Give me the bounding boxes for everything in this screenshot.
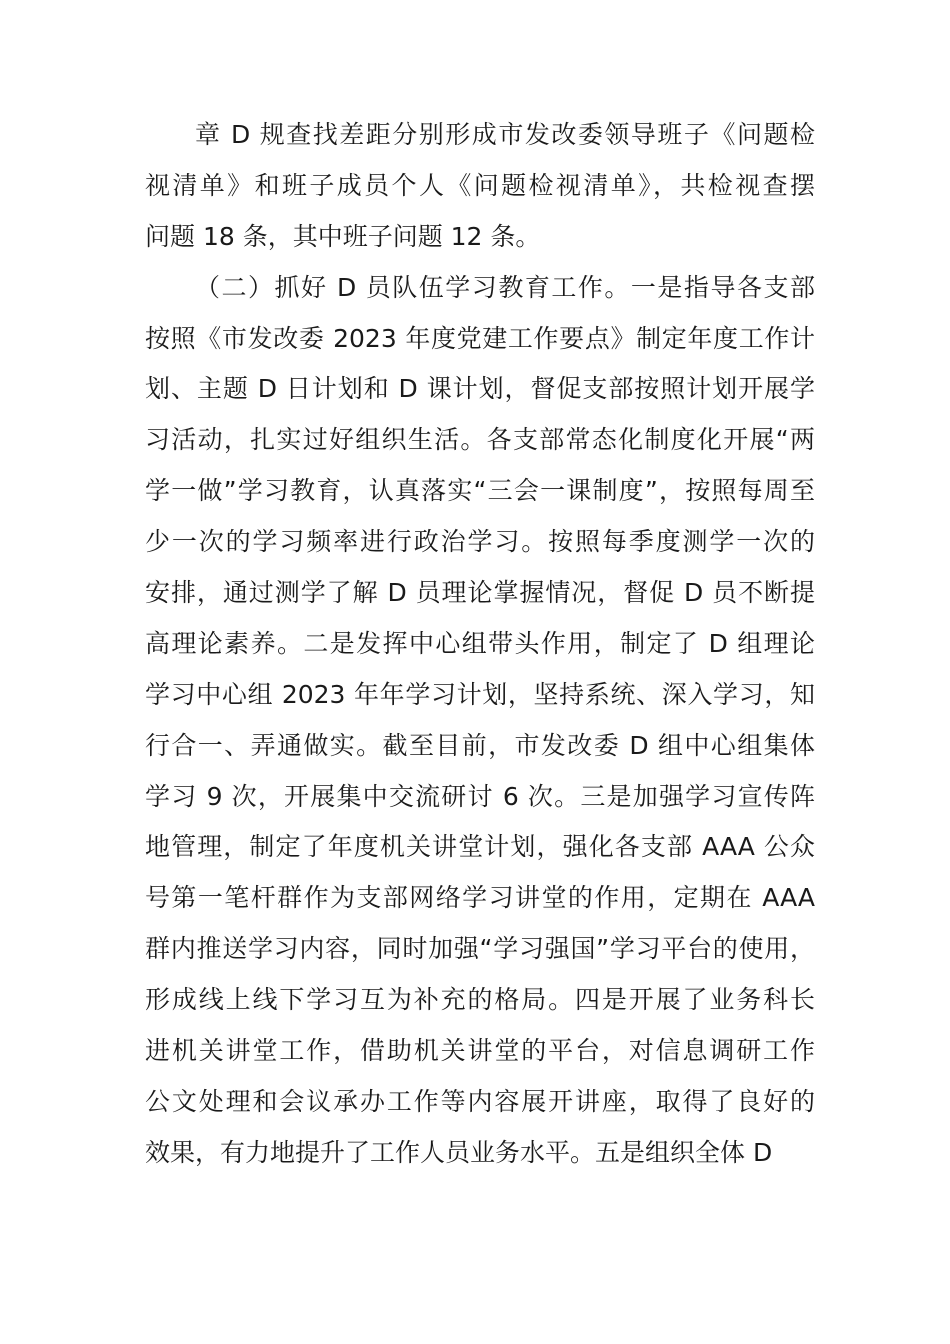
text-line: 问题 18 条，其中班子问题 12 条。 — [145, 221, 541, 251]
text-line: 学习 9 次，开展集中交流研讨 6 次。三是加强学习宣传阵 — [145, 781, 815, 811]
text-line: 章 D 规查找差距分别形成市发改委领导班子《问题检 — [195, 120, 815, 149]
text-line: 高理论素养。二是发挥中心组带头作用，制定了 D 组理论 — [145, 628, 815, 658]
text-line: 公文处理和会议承办工作等内容展开讲座，取得了良好的 — [145, 1086, 815, 1116]
text-line: （二）抓好 D 员队伍学习教育工作。一是指导各支部 — [195, 272, 815, 302]
text-line: 学习中心组 2023 年年学习计划，坚持系统、深入学习，知 — [145, 679, 815, 709]
text-line: 视清单》和班子成员个人《问题检视清单》，共检视查摆 — [145, 170, 815, 200]
text-line: 按照《市发改委 2023 年度党建工作要点》制定年度工作计 — [145, 323, 815, 353]
text-line: 行合一、弄通做实。截至目前，市发改委 D 组中心组集体 — [145, 730, 815, 760]
text-line: 学一做”学习教育，认真落实“三会一课制度”，按照每周至 — [145, 476, 815, 506]
body-text — [145, 110, 815, 1179]
text-line: 号第一笔杆群作为支部网络学习讲堂的作用，定期在 AAA — [145, 883, 815, 913]
text-line: 少一次的学习频率进行政治学习。按照每季度测学一次的 — [145, 527, 815, 557]
text-line: 群内推送学习内容，同时加强“学习强国”学习平台的使用， — [145, 934, 815, 964]
text-line: 地管理，制定了年度机关讲堂计划，强化各支部 AAA 公众 — [145, 832, 815, 862]
text-line: 划、主题 D 日计划和 D 课计划，督促支部按照计划开展学 — [145, 374, 815, 404]
text-line: 进机关讲堂工作，借助机关讲堂的平台，对信息调研工作 — [145, 1036, 815, 1066]
text-line: 习活动，扎实过好组织生活。各支部常态化制度化开展“两 — [145, 425, 815, 455]
text-line: 效果，有力地提升了工作人员业务水平。五是组织全体 D — [145, 1137, 773, 1167]
text-line: 形成线上线下学习互为补充的格局。四是开展了业务科长 — [145, 985, 815, 1015]
text-line: 安排，通过测学了解 D 员理论掌握情况，督促 D 员不断提 — [145, 578, 815, 608]
